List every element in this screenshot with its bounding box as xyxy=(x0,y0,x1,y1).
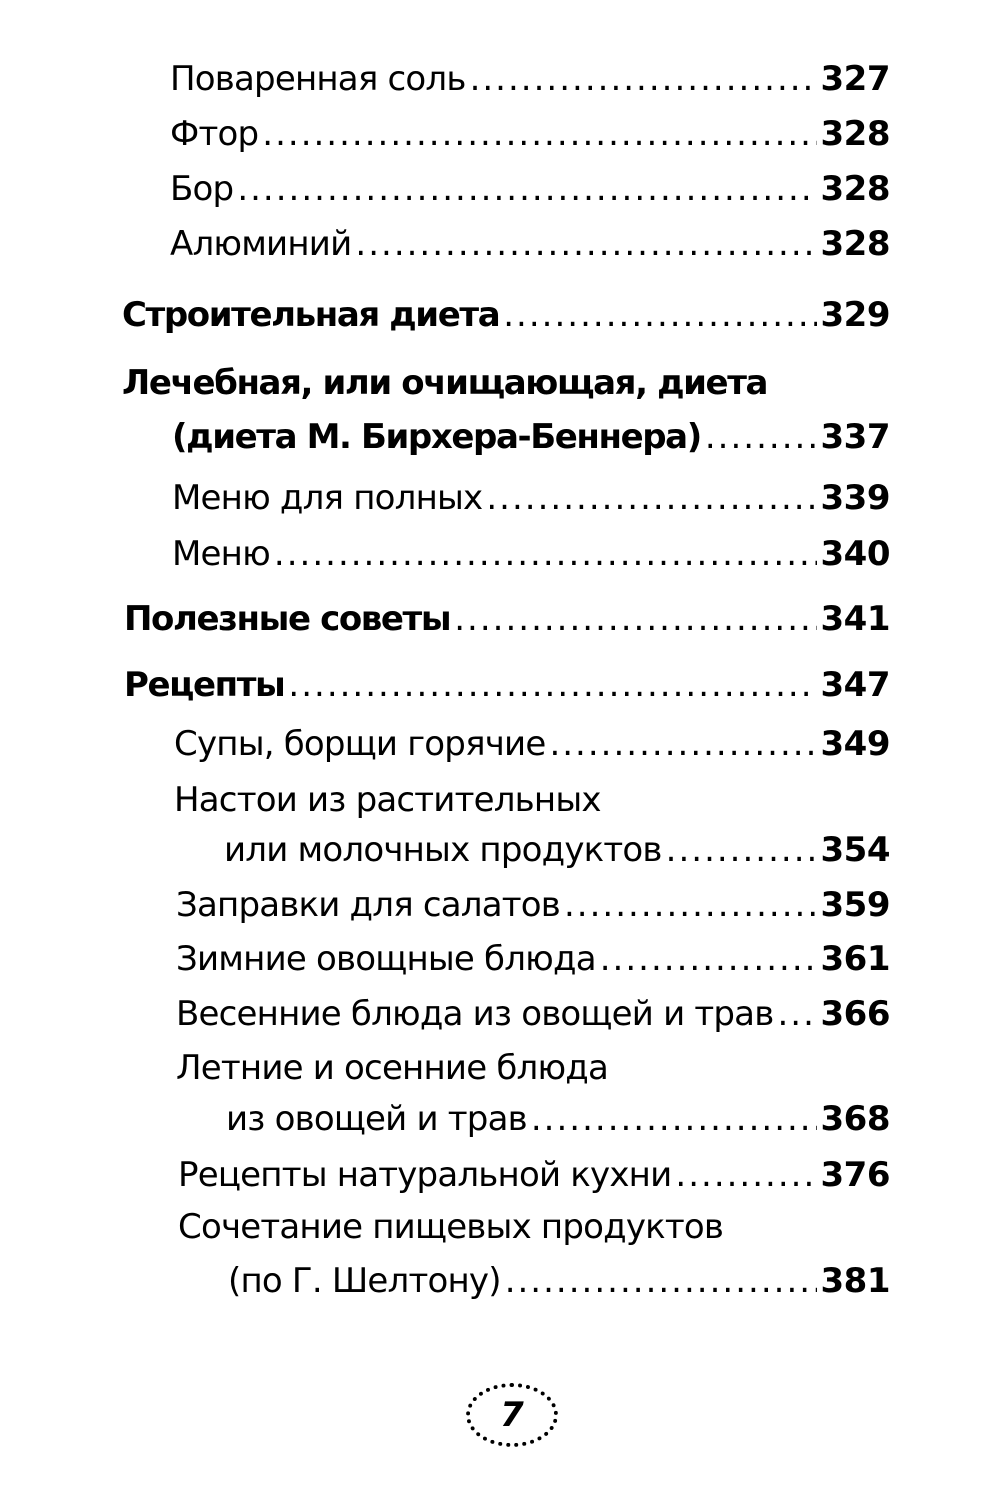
toc-leader-dots xyxy=(666,827,817,873)
toc-entry-page: 366 xyxy=(820,994,890,1034)
toc-leader-dots xyxy=(486,475,816,521)
toc-entry-title: Заправки для салатов xyxy=(176,885,560,925)
toc-entry-title: Поваренная соль xyxy=(170,59,466,99)
toc-leader-dots xyxy=(470,56,817,102)
toc-section xyxy=(172,414,890,460)
toc-entry-page: 361 xyxy=(820,939,890,979)
toc-entry-page: 354 xyxy=(820,830,890,870)
toc-entry xyxy=(170,166,890,212)
toc-entry xyxy=(172,475,890,521)
toc-entry-title-line1: Летние и осенние блюда xyxy=(176,1048,609,1088)
toc-entry-title: Фтор xyxy=(170,114,259,154)
toc-section-title: Строительная диета xyxy=(122,295,500,335)
toc-entry-title: Меню xyxy=(172,534,270,574)
toc-entry-page: 349 xyxy=(820,724,890,764)
toc-entry-page: 339 xyxy=(820,478,890,518)
toc-entry-page: 328 xyxy=(820,224,890,264)
toc-section xyxy=(124,596,890,642)
toc-section-title-line1: Лечебная, или очищающая, диета xyxy=(122,363,768,403)
toc-leader-dots xyxy=(288,662,816,708)
toc-entry-page: 328 xyxy=(820,169,890,209)
toc-leader-dots xyxy=(503,292,816,338)
toc-section-page: 347 xyxy=(820,665,890,705)
toc-entry-title: Весенние блюда из овощей и трав xyxy=(176,994,774,1034)
toc-entry xyxy=(176,882,890,928)
toc-entry xyxy=(172,531,890,577)
toc-leader-dots xyxy=(600,936,817,982)
toc-leader-dots xyxy=(237,166,816,212)
toc-entry xyxy=(174,721,890,767)
toc-entry-title: Супы, борщи горячие xyxy=(174,724,546,764)
toc-leader-dots xyxy=(262,111,816,157)
toc-entry-title: Рецепты натуральной кухни xyxy=(178,1155,672,1195)
toc-entry-page: 340 xyxy=(820,534,890,574)
page-number: 7 xyxy=(466,1383,558,1447)
toc-entry-page: 381 xyxy=(820,1261,890,1301)
toc-section-page: 341 xyxy=(820,599,890,639)
toc-entry-page: 327 xyxy=(820,59,890,99)
toc-leader-dots xyxy=(549,721,816,767)
toc-entry xyxy=(178,1152,890,1198)
toc-leader-dots xyxy=(505,1258,817,1304)
toc-section-title: Полезные советы xyxy=(124,599,451,639)
toc-leader-dots xyxy=(454,596,816,642)
toc-entry xyxy=(228,1258,890,1304)
toc-section-page: 329 xyxy=(820,295,890,335)
toc-entry-title-line2: (по Г. Шелтону) xyxy=(228,1261,501,1301)
toc-section xyxy=(124,662,890,708)
toc-entry xyxy=(170,56,890,102)
toc-entry xyxy=(176,936,890,982)
toc-leader-dots xyxy=(675,1152,816,1198)
toc-leader-dots xyxy=(274,531,817,577)
toc-entry-title-line2: из овощей и трав xyxy=(226,1099,527,1139)
toc-entry-page: 376 xyxy=(820,1155,890,1195)
toc-entry-page: 368 xyxy=(820,1099,890,1139)
toc-entry-title: Бор xyxy=(170,169,234,209)
toc-entry xyxy=(224,827,890,873)
toc-leader-dots xyxy=(564,882,817,928)
toc-entry-title: Алюминий xyxy=(170,224,352,264)
toc-entry-title-line2: или молочных продуктов xyxy=(224,830,662,870)
toc-leader-dots xyxy=(777,991,816,1037)
toc-entry-page: 359 xyxy=(820,885,890,925)
toc-entry-title: Зимние овощные блюда xyxy=(176,939,596,979)
toc-leader-dots xyxy=(355,221,816,267)
toc-section-title-line2: (диета М. Бирхера-Беннера) xyxy=(172,417,701,457)
toc-section-title: Рецепты xyxy=(124,665,285,705)
toc-section xyxy=(122,292,890,338)
toc-leader-dots xyxy=(531,1096,817,1142)
toc-section-page: 337 xyxy=(820,417,890,457)
toc-entry-page: 328 xyxy=(820,114,890,154)
toc-entry-title: Меню для полных xyxy=(172,478,483,518)
toc-entry xyxy=(170,221,890,267)
toc-leader-dots xyxy=(705,414,817,460)
toc-entry xyxy=(226,1096,890,1142)
toc-entry xyxy=(170,111,890,157)
toc-entry-title-line1: Настои из растительных xyxy=(174,780,601,820)
toc-entry xyxy=(176,991,890,1037)
toc-entry-title-line1: Сочетание пищевых продуктов xyxy=(178,1207,724,1247)
